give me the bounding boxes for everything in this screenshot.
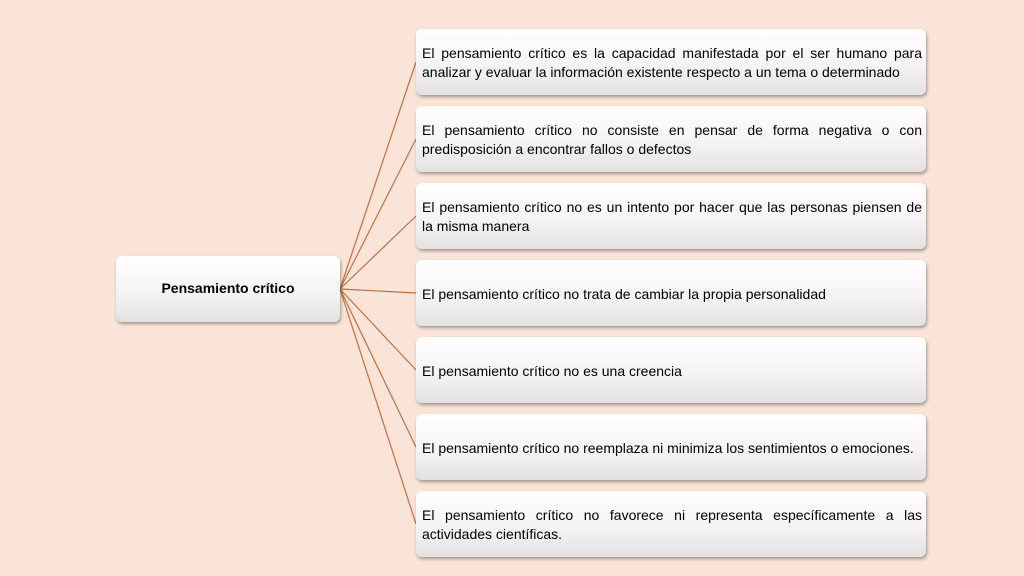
child-node-text: El pensamiento crítico no es un intento por hacer que las personas piensen de la misma manera [422, 199, 922, 234]
connector-line-5 [340, 289, 416, 447]
child-node-not-negative [416, 106, 926, 172]
connector-line-4 [340, 289, 416, 370]
child-node-text: El pensamiento crítico no trata de cambiar la propia personalidad [422, 285, 826, 302]
connector-line-3 [340, 289, 416, 293]
connector-line-6 [340, 289, 416, 524]
connector-line-0 [340, 62, 416, 289]
connector-line-1 [340, 139, 416, 289]
child-node-text: El pensamiento crítico es la capacidad manifestada por el ser humano para analizar y evaluar la información existente respecto a un tema o determinado [422, 45, 922, 80]
connector-line-2 [340, 216, 416, 289]
root-node [116, 256, 340, 322]
child-node-not-same-thinking [416, 183, 926, 249]
child-node-capacity-definition [416, 29, 926, 95]
child-node-text: El pensamiento crítico no es una creencia [422, 362, 682, 379]
child-node-text: El pensamiento crítico no consiste en pensar de forma negativa o con predisposición a encontrar fallos o defectos [422, 122, 922, 157]
child-node-not-science-specific [416, 491, 926, 557]
child-node-not-replace-feelings [416, 414, 926, 480]
child-node-not-personality [416, 260, 926, 326]
child-node-text: El pensamiento crítico no favorece ni representa específicamente a las actividades científicas. [422, 507, 922, 542]
child-node-not-belief [416, 337, 926, 403]
root-node-label: Pensamiento crítico [161, 280, 295, 296]
child-node-text: El pensamiento crítico no reemplaza ni minimiza los sentimientos o emociones. [422, 439, 914, 456]
